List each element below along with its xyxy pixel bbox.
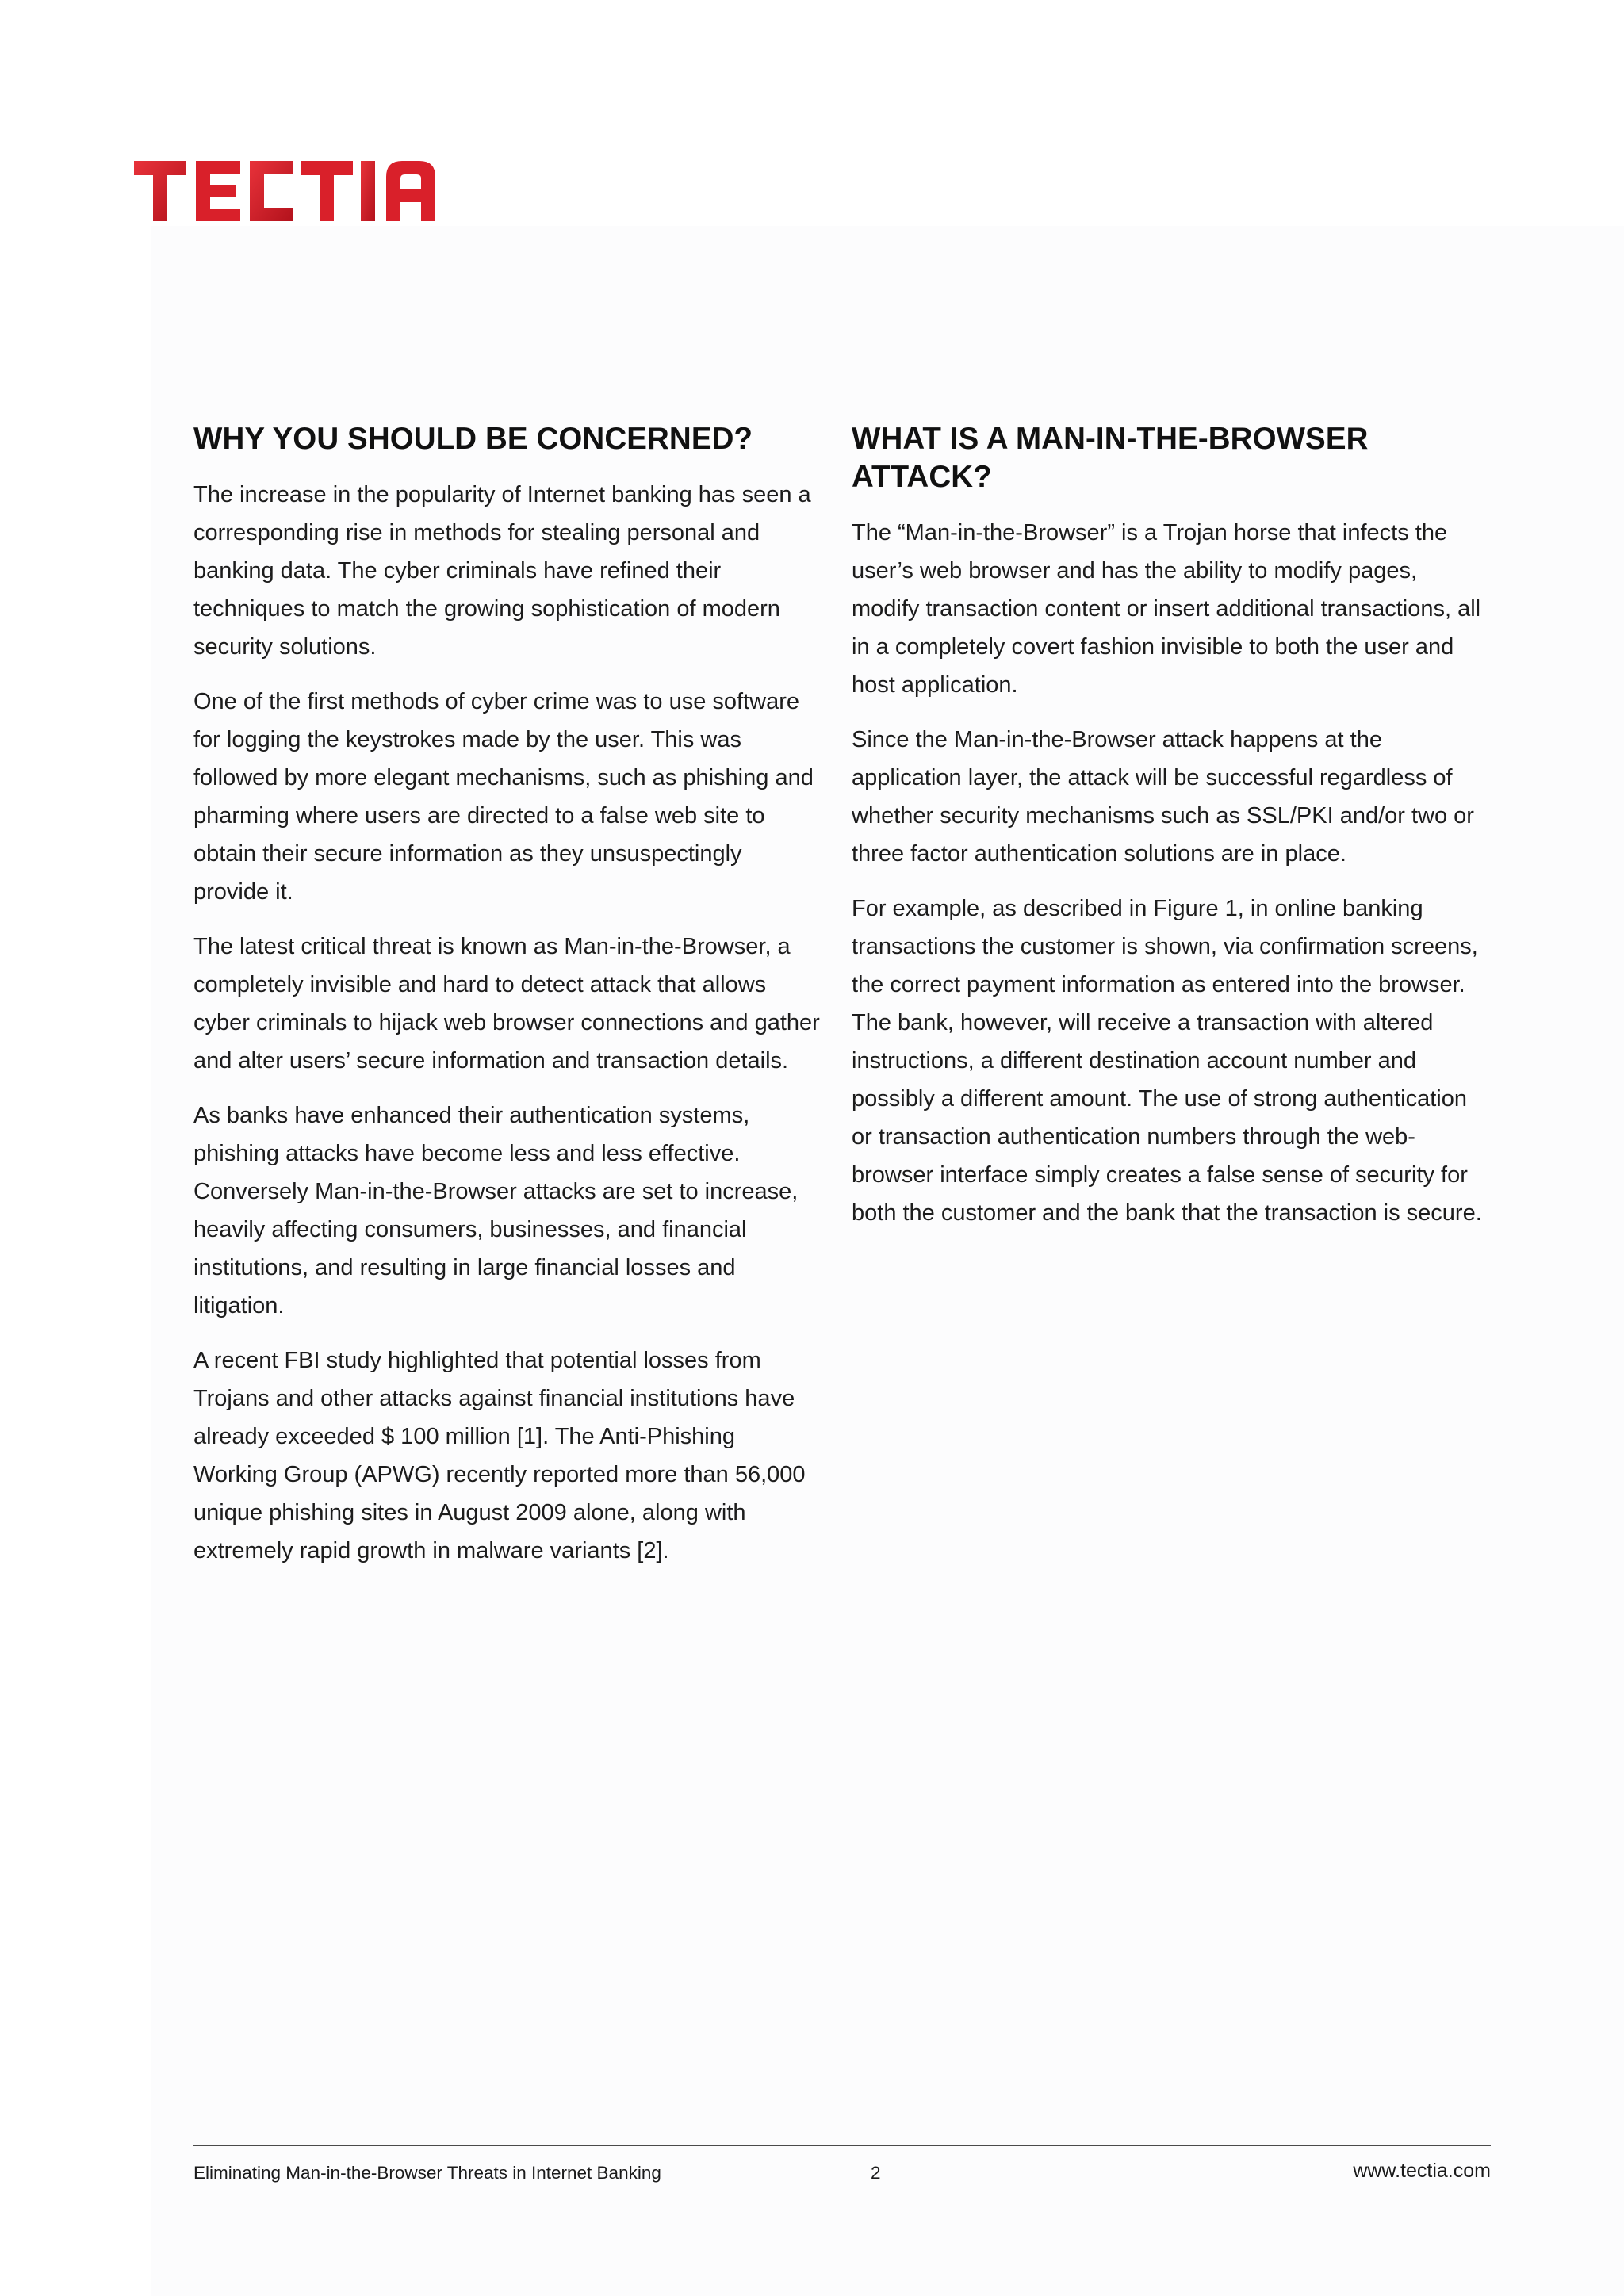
paragraph: A recent FBI study highlighted that potential losses from Trojans and other attacks against financial institutions have already exceeded $ 100 million [1]. The Anti-Phishing Working Group (APWG) recently reported more than 56,000 unique phishing sites in August 2009 alone, along with extremely rapid growth in malware variants [2]. bbox=[193, 1348, 806, 1563]
paragraph: The “Man-in-the-Browser” is a Trojan horse that infects the user’s web browser and has the ability to modify pages, modify transaction content or insert additional transactions, all in a completely covert fashion invisible to both the user and host application. bbox=[852, 520, 1481, 698]
paragraph: The increase in the popularity of Internet banking has seen a corresponding rise in methods for stealing personal and banking data. The cyber criminals have refined their techniques to match the growing sophistication of modern security solutions. bbox=[193, 482, 811, 660]
left-column bbox=[193, 420, 820, 1586]
paragraph: For example, as described in Figure 1, in online banking transactions the customer is shown, via confirmation screens, the correct payment information as entered into the browser. The bank, however, will receive a transaction with altered instructions, a different destination account number and possibly a different amount. The use of strong authentication or transaction authentication numbers through the web-browser interface simply creates a false sense of security for both the customer and the bank that the transaction is secure. bbox=[852, 896, 1482, 1226]
paragraph: As banks have enhanced their authentication systems, phishing attacks have become less and less effective. Conversely Man-in-the-Browser attacks are set to increase, heavily affecting consumers, businesses, and financial institutions, and resulting in large financial losses and litigation. bbox=[193, 1103, 799, 1318]
paragraph: One of the first methods of cyber crime was to use software for logging the keystrokes made by the user. This was followed by more elegant mechanisms, such as phishing and pharming where users are directed to a false web site to obtain their secure information as they unsuspectingly provide it. bbox=[193, 689, 814, 905]
footer-page-number: 2 bbox=[871, 2163, 881, 2183]
paragraph: Since the Man-in-the-Browser attack happens at the application layer, the attack will be successful regardless of whether security mechanisms such as SSL/PKI and/or two or three factor authentication solutions are in place. bbox=[852, 727, 1474, 867]
footer-website-link[interactable]: www.tectia.com bbox=[1353, 2160, 1491, 2182]
section-heading-mitb: WHAT IS A MAN-IN-THE-BROWSER ATTACK? bbox=[852, 422, 1369, 494]
footer-divider bbox=[193, 2145, 1491, 2146]
paragraph: The latest critical threat is known as Man-in-the-Browser, a completely invisible and hard to detect attack that allows cyber criminals to hijack web browser connections and gather and alter users’ secure information and transaction details. bbox=[193, 934, 820, 1073]
section-heading-concerned: WHY YOU SHOULD BE CONCERNED? bbox=[193, 422, 753, 456]
tectia-logo bbox=[131, 155, 448, 230]
footer-document-title: Eliminating Man-in-the-Browser Threats in Internet Banking bbox=[193, 2163, 661, 2183]
right-column bbox=[852, 420, 1486, 1249]
